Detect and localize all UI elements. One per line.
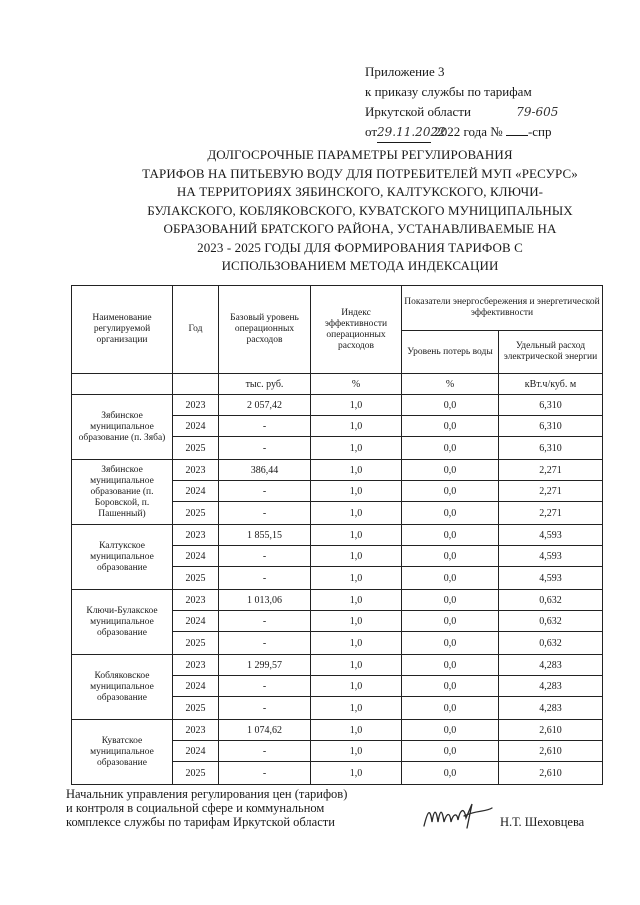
year-cell: 2023 [173, 460, 219, 481]
order-suffix: -спр [527, 124, 552, 139]
number-blank [506, 123, 528, 136]
index-cell: 1,0 [311, 655, 402, 676]
title-line: 2023 - 2025 ГОДЫ ДЛЯ ФОРМИРОВАНИЯ ТАРИФОВ С [197, 239, 523, 255]
year-cell: 2023 [173, 525, 219, 546]
table-units-row [72, 374, 603, 395]
appendix-block [365, 62, 558, 143]
document-title [60, 146, 640, 276]
index-cell: 1,0 [311, 416, 402, 437]
loss-cell: 0,0 [402, 525, 499, 546]
year-cell: 2024 [173, 741, 219, 762]
year-cell: 2025 [173, 567, 219, 590]
org-name-cell: Калтукское муниципальное образование [72, 525, 173, 590]
index-cell: 1,0 [311, 525, 402, 546]
unit-index: % [311, 374, 402, 395]
electric-cell: 6,310 [499, 437, 603, 460]
index-cell: 1,0 [311, 676, 402, 697]
index-cell: 1,0 [311, 697, 402, 720]
handwritten-signature [420, 800, 500, 832]
base-cell: - [219, 567, 311, 590]
base-cell: 1 074,62 [219, 720, 311, 741]
base-cell: - [219, 481, 311, 502]
electric-cell: 4,593 [499, 525, 603, 546]
unit-base: тыс. руб. [219, 374, 311, 395]
year-cell: 2024 [173, 546, 219, 567]
index-cell: 1,0 [311, 567, 402, 590]
year-cell: 2023 [173, 590, 219, 611]
loss-cell: 0,0 [402, 697, 499, 720]
electric-cell: 6,310 [499, 416, 603, 437]
table-row [72, 460, 603, 481]
electric-cell: 2,610 [499, 741, 603, 762]
title-line: ИСПОЛЬЗОВАНИЕМ МЕТОДА ИНДЕКСАЦИИ [221, 258, 499, 273]
loss-cell: 0,0 [402, 502, 499, 525]
header-electric-consumption: Удельный расход электрической энергии [499, 331, 603, 374]
base-cell: - [219, 632, 311, 655]
title-line: ТАРИФОВ НА ПИТЬЕВУЮ ВОДУ ДЛЯ ПОТРЕБИТЕЛЕЙ МУП «РЕСУРС» [142, 165, 578, 181]
index-cell: 1,0 [311, 546, 402, 567]
unit-year-empty [173, 374, 219, 395]
signatory-block [66, 787, 347, 829]
header-year: Год [173, 286, 219, 374]
appendix-order-line: к приказу службы по тарифам [365, 84, 532, 99]
table-row [72, 655, 603, 676]
loss-cell: 0,0 [402, 741, 499, 762]
date-year-text: 2022 года № [434, 124, 503, 139]
base-cell: - [219, 762, 311, 785]
electric-cell: 4,283 [499, 697, 603, 720]
index-cell: 1,0 [311, 481, 402, 502]
appendix-region-text: Иркутской области [365, 104, 471, 119]
year-cell: 2023 [173, 655, 219, 676]
base-cell: - [219, 697, 311, 720]
appendix-region-line [365, 102, 558, 122]
base-cell: - [219, 502, 311, 525]
electric-cell: 4,283 [499, 655, 603, 676]
loss-cell: 0,0 [402, 611, 499, 632]
signatory-position-line: комплексе службы по тарифам Иркутской области [66, 815, 335, 829]
handwritten-order-number: 79-605 [516, 105, 559, 119]
signatory-position-line: и контроля в социальной сфере и коммунальном [66, 801, 325, 815]
electric-cell: 2,610 [499, 720, 603, 741]
title-line: НА ТЕРРИТОРИЯХ ЗЯБИНСКОГО, КАЛТУКСКОГО, КЛЮЧИ- [176, 184, 544, 199]
org-name-cell: Кобляковское муниципальное образование [72, 655, 173, 720]
parameters-table [71, 285, 603, 785]
appendix-date-line [365, 122, 558, 143]
org-name-cell: Ключи-Булакское муниципальное образование [72, 590, 173, 655]
unit-loss: % [402, 374, 499, 395]
year-cell: 2025 [173, 437, 219, 460]
table-row [72, 590, 603, 611]
base-cell: 386,44 [219, 460, 311, 481]
loss-cell: 0,0 [402, 546, 499, 567]
unit-electric: кВт.ч/куб. м [499, 374, 603, 395]
loss-cell: 0,0 [402, 655, 499, 676]
index-cell: 1,0 [311, 611, 402, 632]
year-cell: 2025 [173, 502, 219, 525]
electric-cell: 2,271 [499, 460, 603, 481]
electric-cell: 0,632 [499, 611, 603, 632]
year-cell: 2024 [173, 481, 219, 502]
loss-cell: 0,0 [402, 720, 499, 741]
base-cell: 2 057,42 [219, 395, 311, 416]
index-cell: 1,0 [311, 632, 402, 655]
index-cell: 1,0 [311, 741, 402, 762]
electric-cell: 6,310 [499, 395, 603, 416]
date-prefix: от [365, 124, 378, 139]
base-cell: - [219, 546, 311, 567]
table-header-row [72, 286, 603, 331]
base-cell: 1 299,57 [219, 655, 311, 676]
year-cell: 2023 [173, 720, 219, 741]
electric-cell: 4,593 [499, 567, 603, 590]
table-row [72, 395, 603, 416]
index-cell: 1,0 [311, 502, 402, 525]
year-cell: 2023 [173, 395, 219, 416]
loss-cell: 0,0 [402, 481, 499, 502]
title-line: ДОЛГОСРОЧНЫЕ ПАРАМЕТРЫ РЕГУЛИРОВАНИЯ [207, 147, 513, 162]
loss-cell: 0,0 [402, 676, 499, 697]
index-cell: 1,0 [311, 720, 402, 741]
electric-cell: 2,271 [499, 481, 603, 502]
org-name-cell: Зябинское муниципальное образование (п. Боровской, п. Пашенный) [72, 460, 173, 525]
year-cell: 2025 [173, 762, 219, 785]
signatory-position-line: Начальник управления регулирования цен (тарифов) [66, 787, 348, 801]
signatory-name: Н.Т. Шеховцева [500, 815, 585, 829]
index-cell: 1,0 [311, 762, 402, 785]
loss-cell: 0,0 [402, 590, 499, 611]
electric-cell: 0,632 [499, 590, 603, 611]
header-base-costs: Базовый уровень операционных расходов [219, 286, 311, 374]
year-cell: 2024 [173, 676, 219, 697]
index-cell: 1,0 [311, 437, 402, 460]
title-line: БУЛАКСКОГО, КОБЛЯКОВСКОГО, КУВАТСКОГО МУНИЦИПАЛЬНЫХ [147, 202, 573, 218]
handwritten-date: 29.11.2022 [377, 122, 431, 143]
year-cell: 2024 [173, 416, 219, 437]
header-water-loss: Уровень потерь воды [402, 331, 499, 374]
loss-cell: 0,0 [402, 460, 499, 481]
header-efficiency-index: Индекс эффективности операционных расходов [311, 286, 402, 374]
header-energy-group: Показатели энергосбережения и энергетической эффективности [402, 286, 603, 331]
loss-cell: 0,0 [402, 395, 499, 416]
electric-cell: 4,283 [499, 676, 603, 697]
index-cell: 1,0 [311, 590, 402, 611]
table-row [72, 525, 603, 546]
year-cell: 2025 [173, 697, 219, 720]
base-cell: - [219, 676, 311, 697]
parameters-table-body [72, 286, 603, 785]
year-cell: 2024 [173, 611, 219, 632]
org-name-cell: Куватское муниципальное образование [72, 720, 173, 785]
index-cell: 1,0 [311, 460, 402, 481]
loss-cell: 0,0 [402, 416, 499, 437]
unit-org-empty [72, 374, 173, 395]
loss-cell: 0,0 [402, 567, 499, 590]
loss-cell: 0,0 [402, 632, 499, 655]
index-cell: 1,0 [311, 395, 402, 416]
appendix-title: Приложение 3 [365, 64, 445, 79]
title-line: ОБРАЗОВАНИЙ БРАТСКОГО РАЙОНА, УСТАНАВЛИВАЕМЫЕ НА [163, 221, 557, 236]
electric-cell: 2,271 [499, 502, 603, 525]
base-cell: - [219, 611, 311, 632]
base-cell: 1 855,15 [219, 525, 311, 546]
header-org: Наименование регулируемой организации [72, 286, 173, 374]
base-cell: - [219, 437, 311, 460]
base-cell: 1 013,06 [219, 590, 311, 611]
electric-cell: 2,610 [499, 762, 603, 785]
table-row [72, 720, 603, 741]
loss-cell: 0,0 [402, 762, 499, 785]
year-cell: 2025 [173, 632, 219, 655]
base-cell: - [219, 741, 311, 762]
loss-cell: 0,0 [402, 437, 499, 460]
base-cell: - [219, 416, 311, 437]
electric-cell: 0,632 [499, 632, 603, 655]
org-name-cell: Зябинское муниципальное образование (п. Зяба) [72, 395, 173, 460]
electric-cell: 4,593 [499, 546, 603, 567]
